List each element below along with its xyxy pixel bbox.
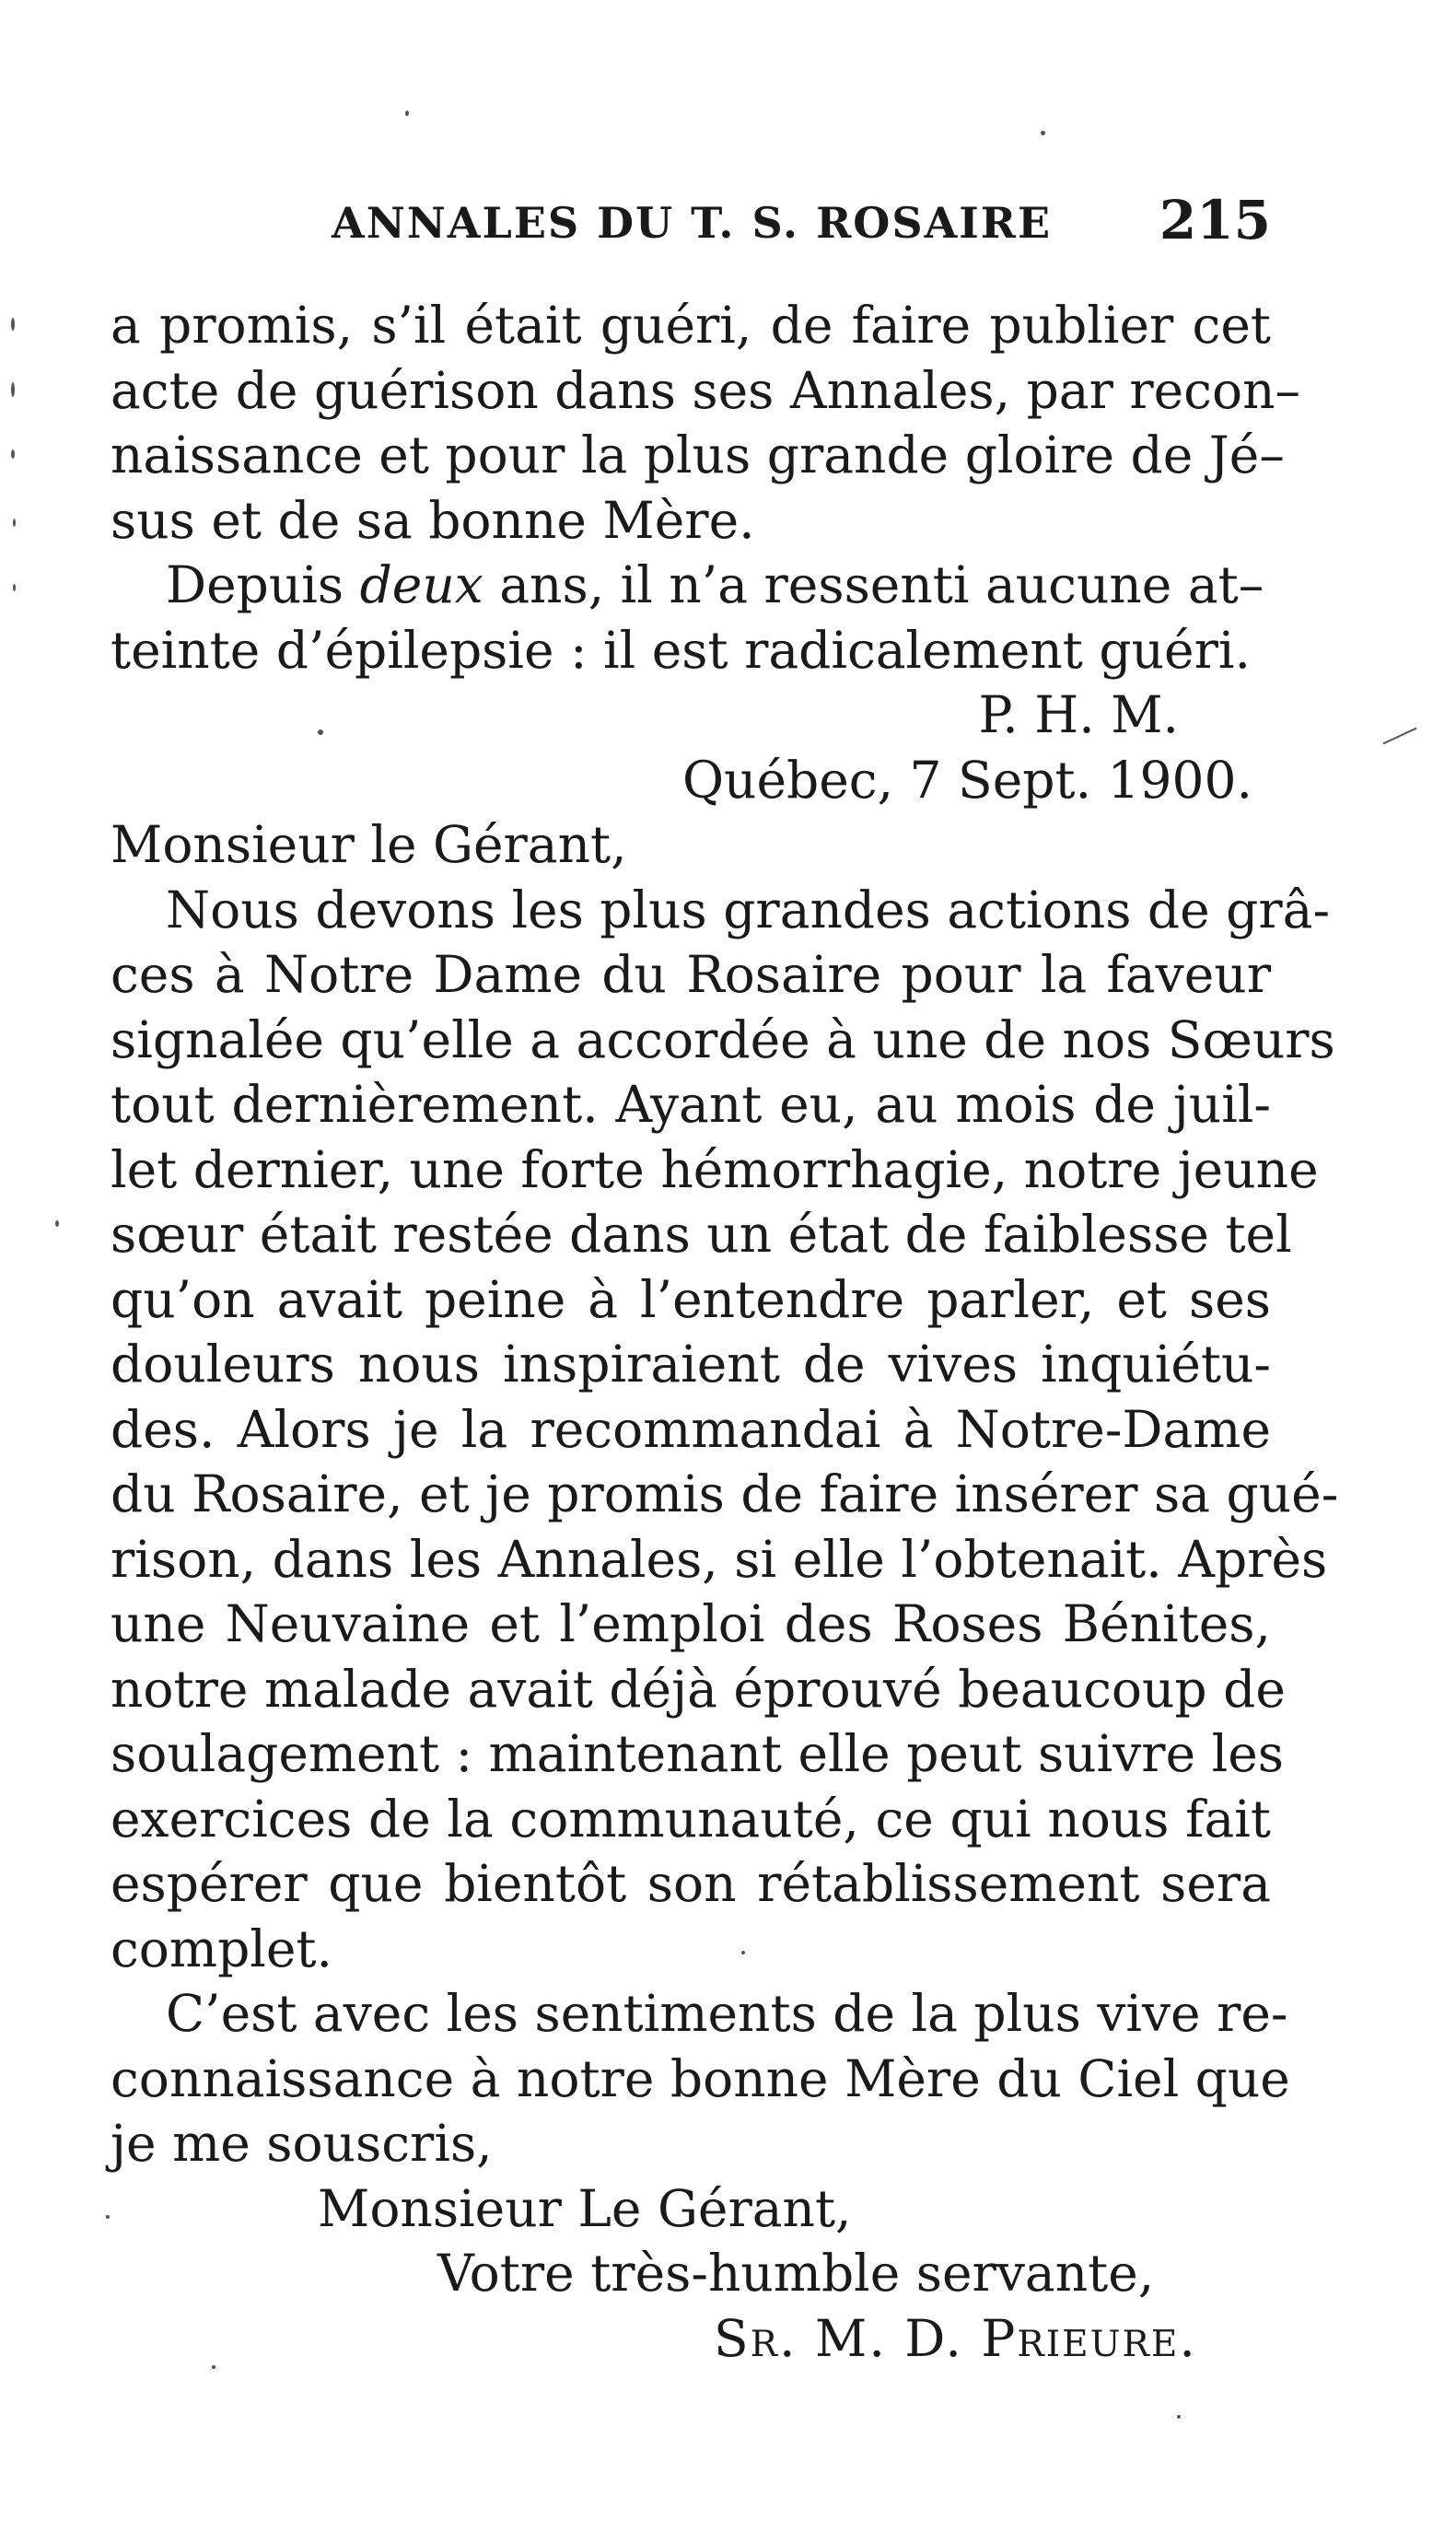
scan-speck — [405, 111, 409, 116]
text-line: complet. — [111, 1919, 333, 1978]
text-line: connaissance à notre bonne Mère du Ciel que — [111, 2048, 1290, 2108]
text-line: let dernier, une forte hémorrhagie, notre jeune — [111, 1139, 1319, 1199]
text-span: ans, il n’a ressenti aucune at– — [483, 555, 1264, 614]
closing-address: Monsieur Le Gérant, — [318, 2178, 852, 2238]
text-line: rison, dans les Annales, si elle l’obtenait. Après — [111, 1529, 1328, 1589]
scan-speck — [11, 318, 15, 331]
text-line — [111, 553, 1271, 618]
page-header — [111, 189, 1271, 262]
scan-speck — [1382, 728, 1416, 745]
text-line: Nous devons les plus grandes actions de grâ- — [166, 880, 1331, 939]
scan-speck — [741, 1951, 745, 1954]
text-line: je me souscris, — [111, 2114, 493, 2173]
paragraph — [111, 553, 1271, 682]
text-line: acte de guérison dans ses Annales, par recon– — [111, 360, 1301, 420]
signature-initials: P. H. M. — [978, 685, 1179, 744]
text-line: douleurs nous inspiraient de vives inquiétu- — [111, 1335, 1271, 1394]
text-line: du Rosaire, et je promis de faire insérer sa gué- — [111, 1464, 1339, 1523]
text-span: Depuis — [166, 555, 360, 614]
scan-speck — [55, 1220, 59, 1227]
text-line: teinte d’épilepsie : il est radicalement guéri. — [111, 620, 1251, 680]
scan-speck — [13, 584, 16, 591]
text-line: ces à Notre Dame du Rosaire pour la faveur — [111, 945, 1271, 1004]
text-line: C’est avec les sentiments de la plus vive re- — [166, 1984, 1288, 2043]
text-line: qu’on avait peine à l’entendre parler, et ses — [111, 1269, 1271, 1329]
text-line: espérer que bientôt son rétablissement sera — [111, 1854, 1271, 1913]
running-head: ANNALES DU T. S. ROSAIRE — [332, 198, 1053, 248]
scan-speck — [1041, 131, 1045, 135]
closing-signature: Sr. M. D. Prieure. — [714, 2308, 1197, 2368]
text-line: notre malade avait déjà éprouvé beaucoup de — [111, 1659, 1286, 1719]
paragraph — [111, 878, 1339, 1982]
text-line: des. Alors je la recommandai à Notre-Dame — [111, 1399, 1271, 1459]
italic-word: deux — [359, 555, 483, 614]
paragraph — [111, 1981, 1290, 2176]
scan-speck — [11, 382, 15, 397]
letter-date: Québec, 7 Sept. 1900. — [681, 750, 1252, 810]
paragraph — [111, 293, 1301, 553]
closing-formula: Votre très-humble servante, — [437, 2244, 1155, 2303]
scan-speck — [11, 449, 15, 459]
scan-speck — [318, 729, 323, 735]
scan-speck — [1177, 2415, 1181, 2419]
page-number: 215 — [1159, 189, 1271, 251]
text-line: naissance et pour la plus grande gloire de Jé– — [111, 426, 1285, 484]
text-line: tout dernièrement. Ayant eu, au mois de juil- — [111, 1075, 1271, 1134]
scan-speck — [13, 519, 16, 527]
text-line: une Neuvaine et l’emploi des Roses Bénites, — [111, 1594, 1271, 1653]
text-line: a promis, s’il était guéri, de faire publier cet — [111, 296, 1271, 355]
body-text — [111, 293, 1339, 2371]
text-line: sus et de sa bonne Mère. — [111, 490, 755, 550]
scan-speck — [106, 2215, 110, 2219]
text-line: sœur était restée dans un état de faiblesse tel — [111, 1205, 1292, 1264]
text-line: soulagement : maintenant elle peut suivre les — [111, 1724, 1284, 1783]
text-line: signalée qu’elle a accordée à une de nos Sœurs — [111, 1009, 1335, 1069]
text-line: exercices de la communauté, ce qui nous fait — [111, 1789, 1271, 1849]
salutation: Monsieur le Gérant, — [111, 815, 627, 874]
scan-speck — [212, 2365, 215, 2369]
